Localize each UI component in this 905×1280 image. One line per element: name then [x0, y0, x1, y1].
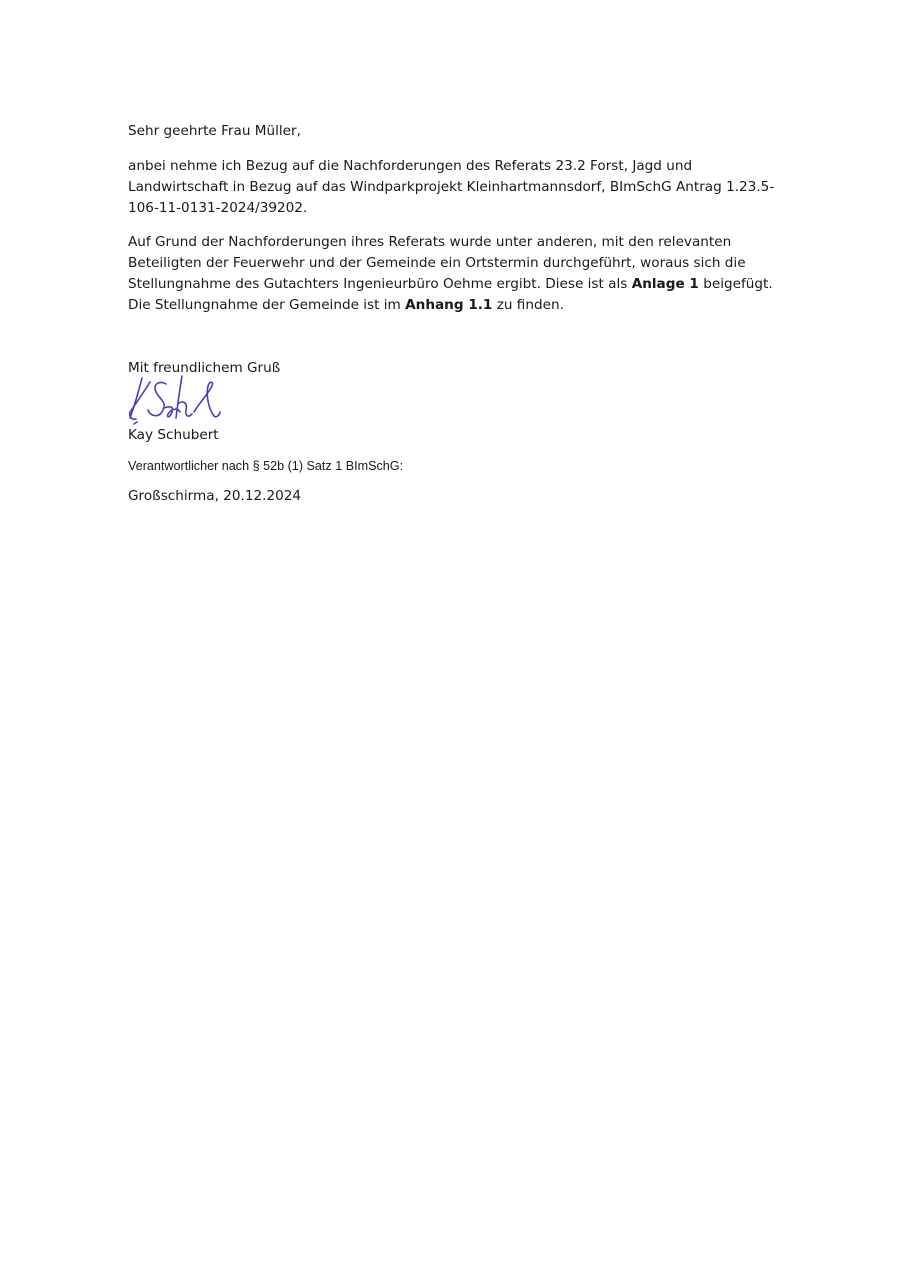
paragraph-2-text-1: Auf Grund der Nachforderungen ihres Referats wurde unter anderen, mit den relevanten Beteiligten der Feuerwehr und der Gemeinde ein Ortstermin durchgeführt, woraus sich die Stellungnahme des Gutachters Ingenieurbüro Oehme ergibt. Diese ist als: [128, 234, 746, 292]
place-and-date: Großschirma, 20.12.2024: [128, 488, 302, 504]
body-paragraph-1: anbei nehme ich Bezug auf die Nachforderungen des Referats 23.2 Forst, Jagd und Landwirtschaft in Bezug auf das Windparkprojekt Kleinhartmannsdorf, BImSchG Antrag 1.23.5-106-11-0131-2024/39202.: [128, 158, 775, 216]
body-paragraph-2: [128, 232, 788, 316]
handwritten-signature: [120, 372, 224, 432]
closing: Mit freundlichem Gruß: [128, 360, 281, 376]
appendix-reference: Anhang 1.1: [405, 297, 493, 313]
paragraph-2-text-2: beigefügt. Die Stellungnahme der Gemeinde ist im: [128, 276, 773, 313]
attachment-reference: Anlage 1: [631, 276, 699, 292]
signer-name: Kay Schubert: [128, 427, 219, 443]
paragraph-2-text-3: zu finden.: [492, 297, 564, 313]
salutation: Sehr geehrte Frau Müller,: [128, 123, 301, 139]
signer-role: Verantwortlicher nach § 52b (1) Satz 1 BImSchG:: [128, 459, 404, 473]
